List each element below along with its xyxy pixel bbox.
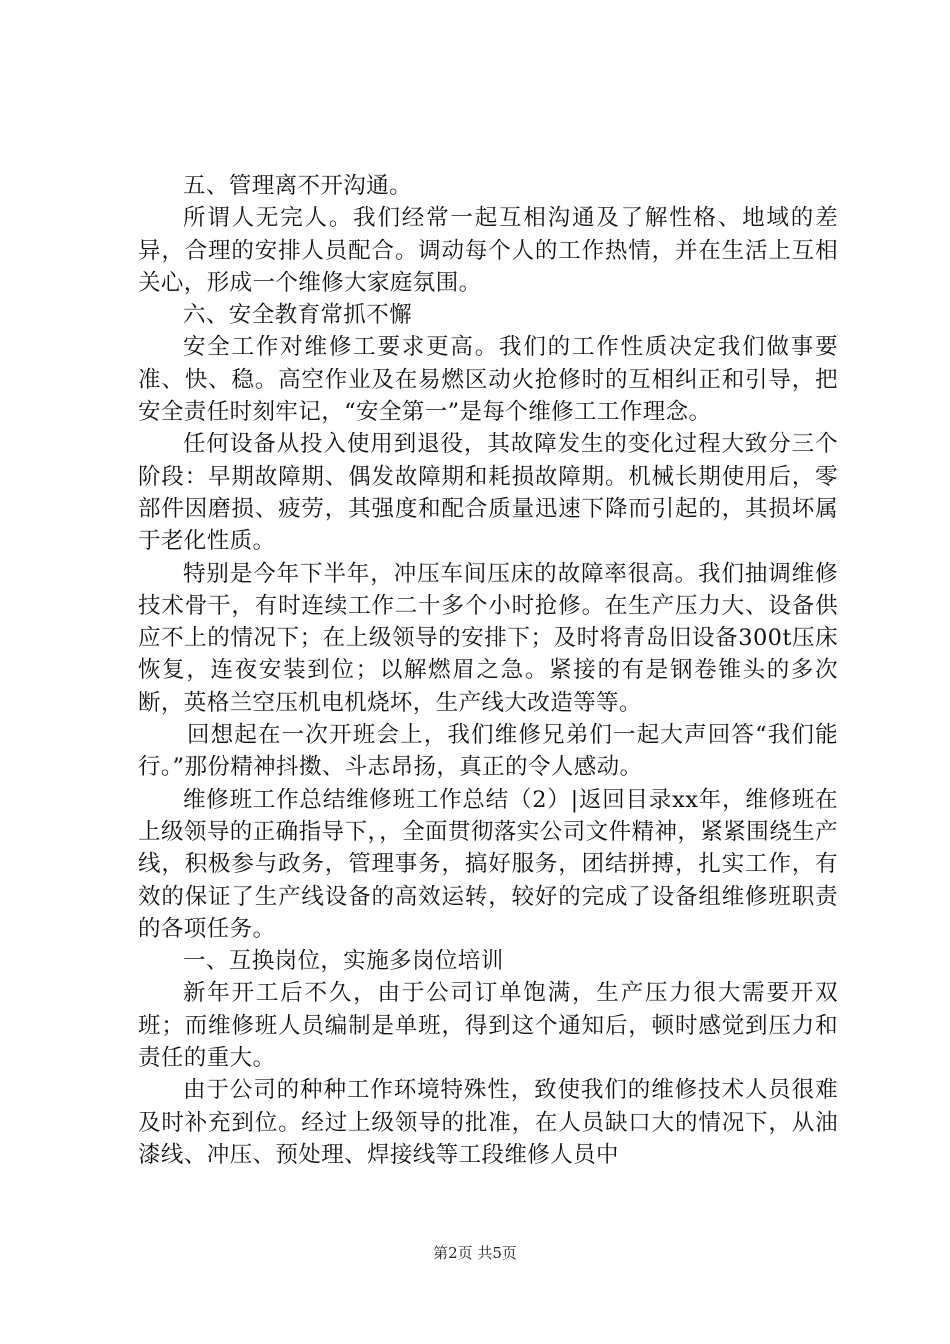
section-heading-5: 五、管理离不开沟通。: [183, 173, 413, 199]
paragraph: 回想起在一次开班会上，我们维修兄弟们一起大声回答“我们能行。”那份精神抖擞、斗志昂扬，真正的令人感动。: [138, 722, 838, 781]
paragraph: 特别是今年下半年，冲压车间压床的故障率很高。我们抽调维修技术骨干，有时连续工作二十多个小时抢修。在生产压力大、设备供应不上的情况下；在上级领导的安排下；及时将青岛旧设备300t压床恢复，连夜安装到位；以解燃眉之急。紧接的有是钢卷锥头的多次断，英格兰空压机电机烧坏，生产线大改造等等。: [138, 560, 838, 716]
section-heading-1: 一、互换岗位，实施多岗位培训: [183, 948, 504, 975]
paragraph: 安全工作对维修工要求更高。我们的工作性质决定我们做事要准、快、稳。高空作业及在易燃区动火抢修时的互相纠正和引导，把安全责任时刻牢记，“安全第一”是每个维修工工作理念。: [138, 334, 838, 426]
paragraph: 任何设备从投入使用到退役，其故障发生的变化过程大致分三个阶段：早期故障期、偶发故障期和耗损故障期。机械长期使用后，零部件因磨损、疲劳，其强度和配合质量迅速下降而引起的，其损坏属于老化性质。: [138, 431, 838, 555]
document-body: [138, 170, 838, 1171]
page-footer: 第2页 共5页: [433, 1244, 517, 1262]
paragraph: 维修班工作总结维修班工作总结（2）|返回目录xx年，维修班在上级领导的正确指导下，，全面贯彻落实公司文件精神，紧紧围绕生产线，积极参与政务，管理事务，搞好服务，团结拼搏，扎实工作，有效的保证了生产线设备的高效运转，较好的完成了设备组维修班职责的各项任务。: [138, 786, 838, 942]
paragraph: 新年开工后不久，由于公司订单饱满，生产压力很大需要开双班；而维修班人员编制是单班，得到这个通知后，顿时感觉到压力和责任的重大。: [138, 980, 838, 1072]
paragraph: 所谓人无完人。我们经常一起互相沟通及了解性格、地域的差异，合理的安排人员配合。调动每个人的工作热情，并在生活上互相关心，形成一个维修大家庭氛围。: [138, 205, 838, 296]
section-heading-6: 六、安全教育常抓不懈: [183, 302, 413, 329]
paragraph: 由于公司的种种工作环境特殊性，致使我们的维修技术人员很难及时补充到位。经过上级领导的批准，在人员缺口大的情况下，从油漆线、冲压、预处理、焊接线等工段维修人员中: [138, 1077, 838, 1168]
